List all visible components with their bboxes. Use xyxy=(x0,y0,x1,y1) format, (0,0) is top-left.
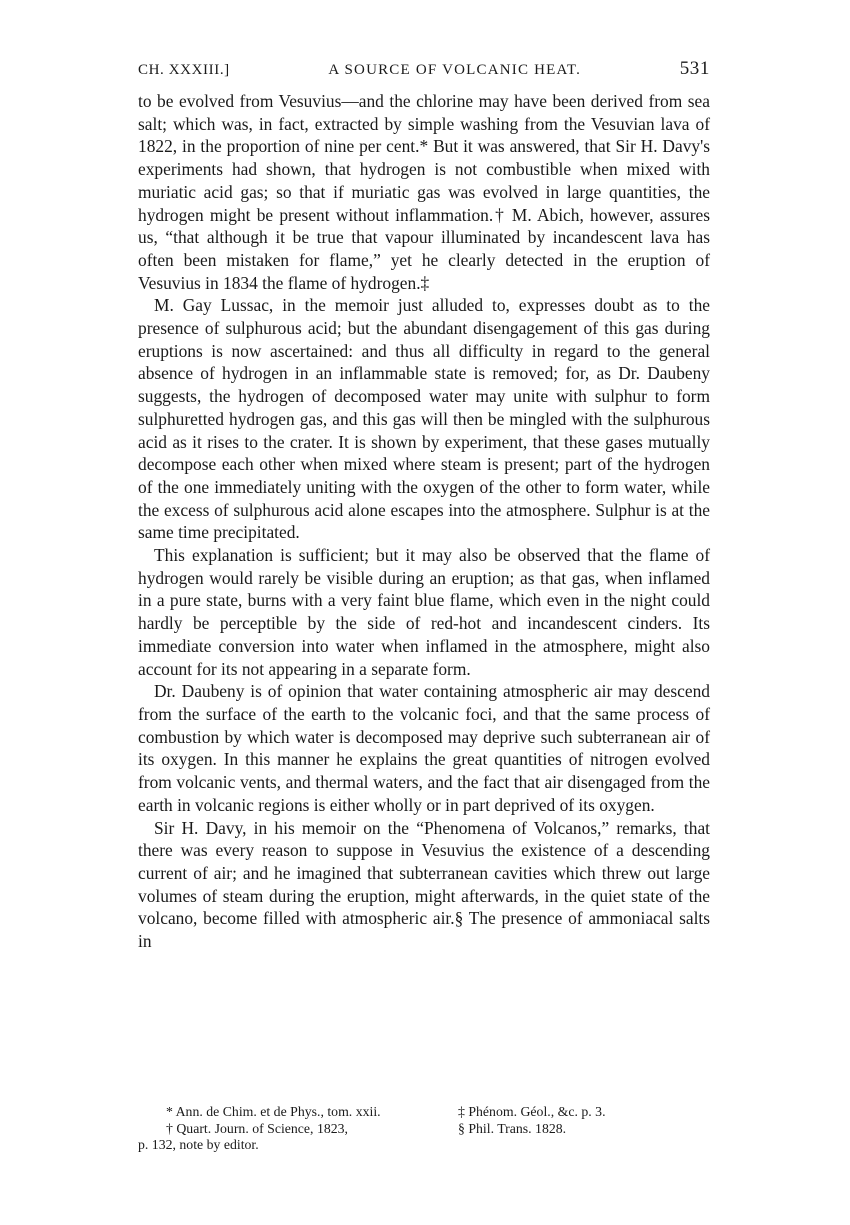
book-page xyxy=(138,58,710,1152)
body-text xyxy=(138,90,710,953)
footnotes xyxy=(138,1104,710,1154)
footnote-2: † Quart. Journ. of Science, 1823, xyxy=(166,1120,349,1136)
footnote-3: ‡ Phénom. Géol., &c. p. 3. xyxy=(458,1104,606,1119)
paragraph-3: This explanation is sufficient; but it may also be observed that the flame of hydrogen would rarely be visible during an eruption; as that gas, when inflamed in a pure state, burns with a very faint blue flame, which even in the night could hardly be perceptible by the side of red-hot and incandescent cinders. Its immediate conversion into water when inflamed in the atmosphere, might also account for its not appearing in a separate form. xyxy=(138,545,710,679)
paragraph-2: M. Gay Lussac, in the memoir just alluded to, expresses doubt as to the presence of sulphurous acid; but the abundant disengagement of this gas during eruptions is now ascertained: and thus all difficulty in regard to the general absence of hydrogen in an inflammable state is removed; for, as Dr. Daubeny suggests, the hydrogen of decomposed water may unite with sulphur to form sulphuretted hydrogen gas, and this gas will then be mingled with the sulphurous acid as it rises to the crater. It is shown by experiment, that these gases mutually decompose each other when mixed where steam is present; part of the hydrogen of the one immediately uniting with the oxygen of the other to form water, while the excess of sulphurous acid alone escapes into the atmosphere. Sulphur is at the same time precipitated. xyxy=(138,295,710,543)
running-title: A SOURCE OF VOLCANIC HEAT. xyxy=(328,62,582,78)
footnote-4: § Phil. Trans. 1828. xyxy=(458,1120,567,1136)
footnote-1: * Ann. de Chim. et de Phys., tom. xxii. xyxy=(166,1104,381,1119)
paragraph-1: to be evolved from Vesuvius—and the chlorine may have been derived from sea salt; which was, in fact, extracted by simple washing from the Vesuvian lava of 1822, in the proportion of nine per cent.* But it was answered, that Sir H. Davy's experiments had shown, that hydrogen is not combustible when mixed with muriatic acid gas; so that if muriatic gas was evolved in large quantities, the hydrogen might be present without inflammation.† M. Abich, however, assures us, “that although it be true that vapour illuminated by incandescent lava has often been mistaken for flame,” yet he clearly detected in the eruption of Vesuvius in 1834 the flame of hydrogen.‡ xyxy=(138,91,710,293)
paragraph-4: Dr. Daubeny is of opinion that water containing atmospheric air may descend from the surface of the earth to the volcanic foci, and that the same process of combustion by which water is decomposed may deprive such subterranean air of its oxygen. In this manner he explains the great quantities of nitrogen evolved from volcanic vents, and thermal waters, and the fact that air disengaged from the earth in volcanic regions is either wholly or in part deprived of its oxygen. xyxy=(138,681,710,815)
paragraph-5: Sir H. Davy, in his memoir on the “Phenomena of Volcanos,” remarks, that there was every reason to suppose in Vesuvius the existence of a descending current of air; and he imagined that subterranean cavities which threw out large volumes of steam during the eruption, might afterwards, in the quiet state of the volcano, become filled with atmospheric air.§ The presence of ammoniacal salts in xyxy=(138,817,710,952)
running-head xyxy=(138,58,710,88)
footnote-2-continued: p. 132, note by editor. xyxy=(138,1137,259,1152)
page-number: 531 xyxy=(679,58,710,79)
chapter-label: CH. XXXIII.] xyxy=(138,62,230,78)
